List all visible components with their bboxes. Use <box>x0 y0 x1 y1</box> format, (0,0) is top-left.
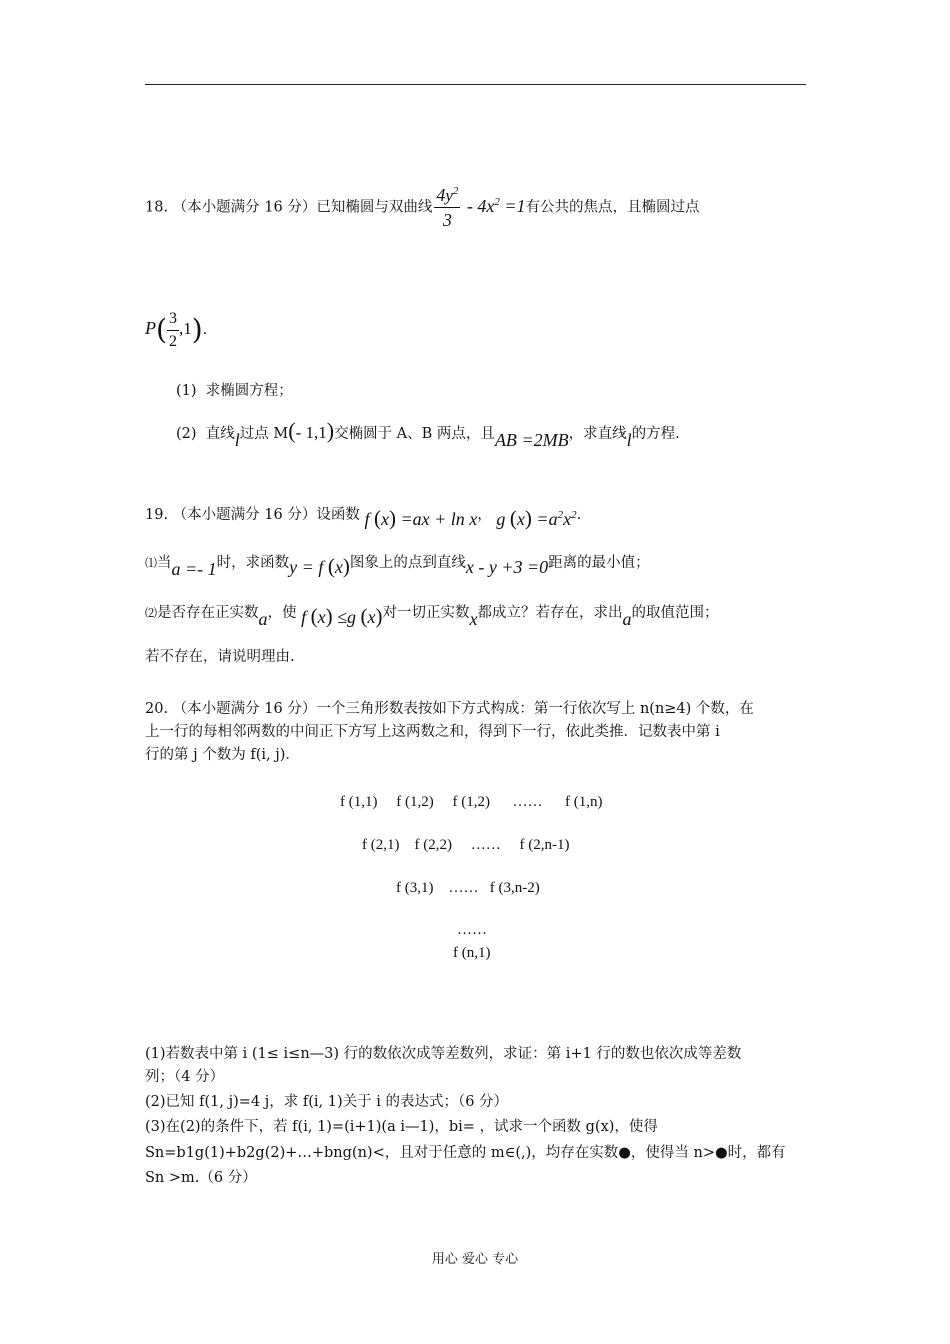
table-cell: …… <box>457 922 487 938</box>
table-cell: f (2,n-1) <box>519 837 570 853</box>
page-footer: 用心 爱心 专心 <box>431 1252 519 1267</box>
q18-suffix: 有公共的焦点，且椭圆过点 <box>525 199 700 216</box>
q18-point-rparen: ) <box>191 313 203 346</box>
header-rule <box>145 84 806 85</box>
q19-part2: ⑵是否存在正实数a，使 f (x) ≤g (x)对一切正实数x都成立？若存在，求出a的取值范围； <box>145 604 719 629</box>
table-cell: f (n,1) <box>453 945 491 961</box>
q18-point-p: P <box>145 318 156 338</box>
table-cell: …… <box>470 837 501 853</box>
table-row-2 <box>362 837 569 854</box>
q18-ab-relation: AB =2MB <box>494 430 569 450</box>
q20-sub1-cont: 列；（4 分） <box>145 1069 225 1085</box>
table-cell: f (1,2) <box>452 794 490 810</box>
table-cell: f (1,n) <box>565 794 603 810</box>
table-row-1 <box>340 794 603 811</box>
q19-a-value: a =- 1 <box>171 559 217 579</box>
q19-a-var: a <box>258 609 268 629</box>
table-cell: f (2,1) <box>362 837 400 853</box>
q20-line3: 行的第 j 个数为 f(i, j)． <box>145 747 300 763</box>
q20-sub3-line3: Sn >m.（6 分） <box>145 1170 257 1186</box>
q19-statement: 19. （本小题满分 16 分）设函数 f (x) =ax + ln x， g $(x) =a^2x^2$. <box>145 506 582 530</box>
table-cell: …… <box>512 794 543 810</box>
q18-hyperbola-rest: - $4x^2 =1$ <box>462 195 526 216</box>
q20-sub1: (1)若数表中第 i (1≤ i≤n—3) 行的数依次成等差数列，求证：第 i+1 行的数也依次成等差数 <box>145 1046 742 1062</box>
q19-part2-cont: 若不存在，请说明理由. <box>145 649 295 665</box>
table-cell: f (1,1) <box>340 794 378 810</box>
q19-y-eq-f: y = f (x) <box>289 554 350 578</box>
q20-sub2: (2)已知 f(1, j)=4 j，求 f(i, 1)关于 i 的表达式；（6 分） <box>145 1094 509 1110</box>
q18-part2: (2) 直线l过点 M(- 1,1)交椭圆于 A、B 两点，且AB =2MB，求直线l的方程. <box>176 418 680 450</box>
q20-line1: 20. （本小题满分 16 分）一个三角形数表按如下方式构成：第一行依次写上 n(n≥4) 个数，在 <box>145 701 754 717</box>
q19-f-def: f (x) =ax + ln x <box>364 506 478 530</box>
q18-line-l2: l <box>626 430 632 450</box>
q18-hyperbola-fraction: $\frac{4y^2}{3}$ <box>436 185 459 230</box>
table-cell: …… <box>448 880 479 896</box>
table-row-5 <box>453 945 491 962</box>
q20-sub3-line2: Sn=b1g(1)+b2g(2)+…+bng(n)<，且对于任意的 m∈(,)，均存在实数●，使得当 n>●时，都有 <box>145 1145 786 1161</box>
q19-x-var: x <box>469 609 478 629</box>
q19-g-def: g $(x) =a^2x^2$ <box>496 506 577 530</box>
q18-point-y: ,1 <box>178 319 192 338</box>
q20-sub3: (3)在(2)的条件下，若 f(i, 1)=(i+1)(a i—1)，bi= ，试求一个函数 g(x)，使得 <box>145 1119 658 1135</box>
table-row-3 <box>396 880 540 897</box>
table-row-4 <box>457 922 487 939</box>
q18-part1: (1) 求椭圆方程； <box>176 383 293 399</box>
q19-inequality: f (x) ≤g (x) <box>301 604 383 628</box>
table-cell: f (1,2) <box>396 794 434 810</box>
q19-line-eq: x - y +3 =0 <box>465 557 549 577</box>
q18-statement <box>145 186 700 229</box>
q18-line-l: l <box>234 430 240 450</box>
q18-point-fraction: $\frac{3}{2}$ <box>168 309 177 350</box>
q18-point-m: (- 1,1) <box>288 418 335 443</box>
table-cell: f (3,1) <box>396 880 434 896</box>
q18-point <box>145 306 207 352</box>
table-cell: f (3,n-2) <box>489 880 540 896</box>
table-cell: f (2,2) <box>414 837 452 853</box>
q18-prefix: 18. （本小题满分 16 分）已知椭圆与双曲线 <box>145 199 433 216</box>
q19-a-var2: a <box>622 609 632 629</box>
q18-point-tail: . <box>202 322 208 338</box>
q18-point-lparen: ( <box>156 313 167 346</box>
q20-line2: 上一行的每相邻两数的中间正下方写上这两数之和，得到下一行，依此类推．记数表中第 i <box>145 724 720 740</box>
q19-part1: ⑴当a =- 1时，求函数y = f (x)图象上的点到直线x - y +3 =0距离的最小值； <box>145 554 650 579</box>
